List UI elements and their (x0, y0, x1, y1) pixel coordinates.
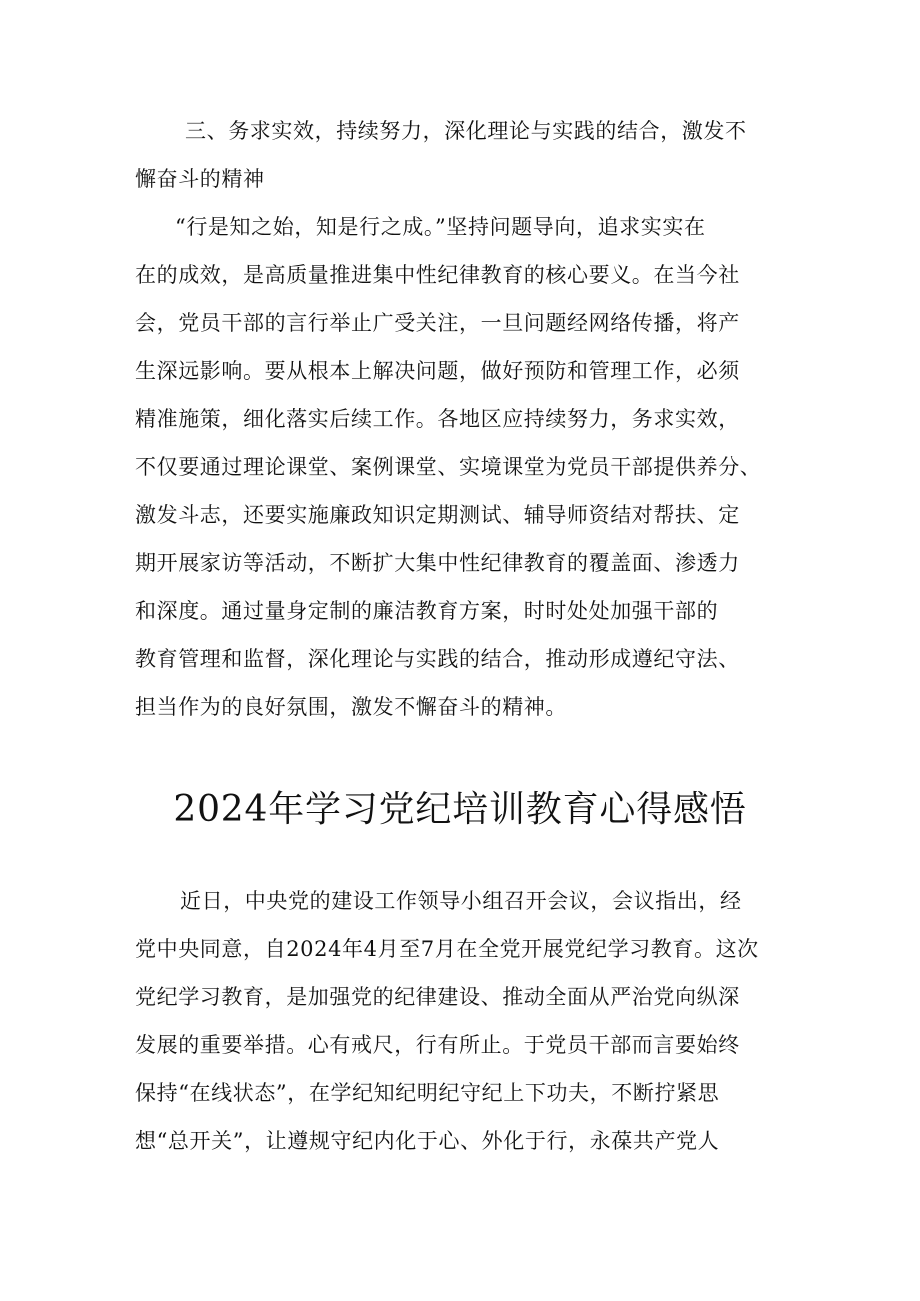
paragraph-line: 想“总开关”，让遵规守纪内化于心、外化于行，永葆共产党人 (135, 1129, 720, 1153)
paragraph-line: 近日，中央党的建设工作领导小组召开会议，会议指出，经 (180, 889, 742, 913)
paragraph-line: 担当作为的良好氛围，激发不懈奋斗的精神。 (135, 695, 567, 719)
paragraph-line: 和深度。通过量身定制的廉洁教育方案，时时处处加强干部的 (135, 599, 719, 623)
paragraph-line: 会，党员干部的言行举止广受关注，一旦问题经网络传播，将产 (135, 311, 740, 335)
section-heading-line-1: 三、务求实效，持续努力，深化理论与实践的结合，激发不 (185, 119, 747, 143)
paragraph-line: 党中央同意，自2024年4月至7月在全党开展党纪学习教育。这次 (135, 937, 759, 961)
paragraph-line: 期开展家访等活动，不断扩大集中性纪律教育的覆盖面、渗透力 (135, 551, 740, 575)
paragraph-line: 保持“在线状态”，在学纪知纪明纪守纪上下功夫，不断拧紧思 (135, 1081, 720, 1105)
article-title: 2024年学习党纪培训教育心得感悟 (173, 789, 747, 830)
paragraph-line: 精准施策，细化落实后续工作。各地区应持续努力，务求实效， (135, 407, 740, 431)
paragraph-line: 不仅要通过理论课堂、案例课堂、实境课堂为党员干部提供养分、 (135, 455, 762, 479)
paragraph-line: 教育管理和监督，深化理论与实践的结合，推动形成遵纪守法、 (135, 647, 740, 671)
paragraph-line: “行是知之始，知是行之成。”坚持问题导向，追求实实在 (175, 215, 706, 239)
paragraph-line: 发展的重要举措。心有戒尺，行有所止。于党员干部而言要始终 (135, 1033, 740, 1057)
paragraph-line: 党纪学习教育，是加强党的纪律建设、推动全面从严治党向纵深 (135, 985, 740, 1009)
paragraph-line: 在的成效，是高质量推进集中性纪律教育的核心要义。在当今社 (135, 263, 740, 287)
section-heading-line-2: 懈奋斗的精神 (135, 167, 265, 191)
paragraph-line: 激发斗志，还要实施廉政知识定期测试、辅导师资结对帮扶、定 (135, 503, 740, 527)
paragraph-line: 生深远影响。要从根本上解决问题，做好预防和管理工作，必须 (135, 359, 740, 383)
